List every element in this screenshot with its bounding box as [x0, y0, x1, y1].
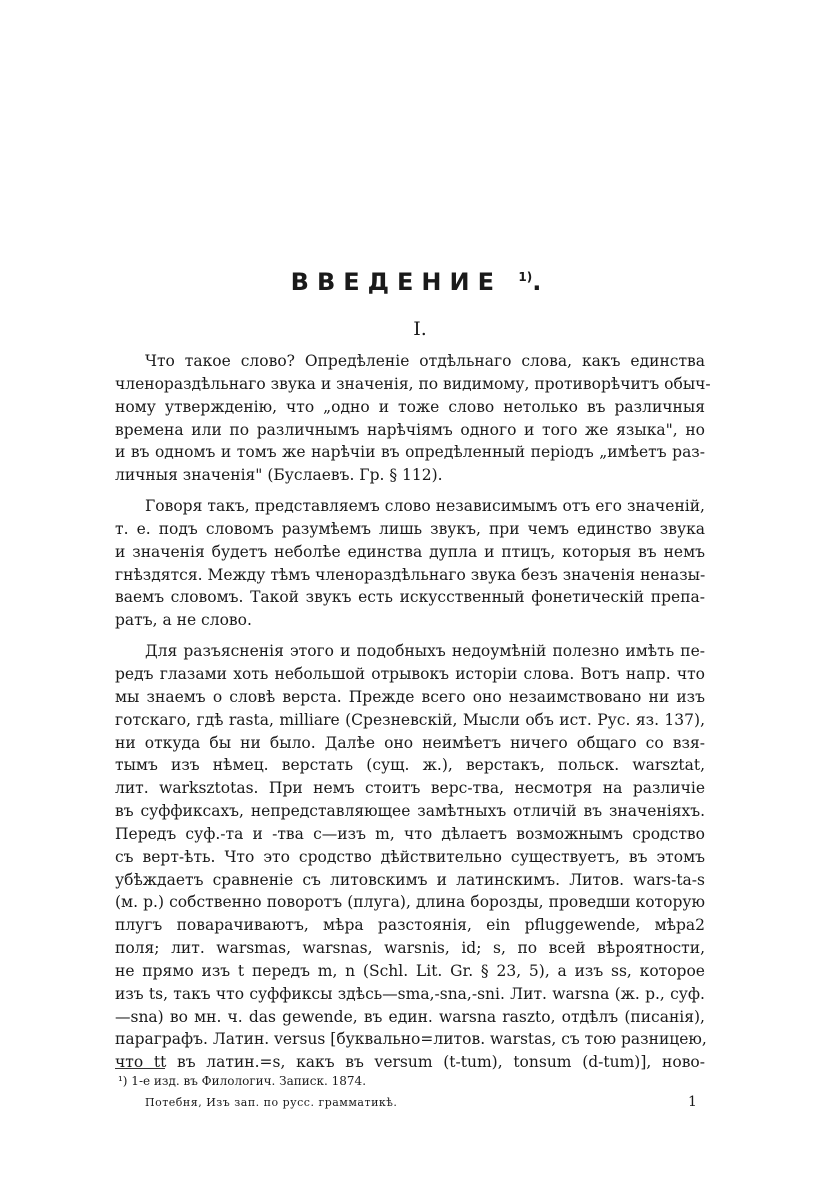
text-line: изъ ts, такъ что суффиксы здѣсь—sma,-sna,-sni. Лит. warsna (ж. р., суф. — [115, 984, 705, 1003]
chapter-title — [0, 268, 840, 296]
running-footer: Потебня, Изъ зап. по русс. грамматикѣ. — [145, 1096, 398, 1109]
text-line: ратъ, а не слово. — [115, 611, 252, 630]
text-line: плугъ поварачиваютъ, мѣра разстоянія, ein pfluggewende, мѣра2 — [115, 916, 705, 935]
text-line: готскаго, гдѣ rasta, milliare (Срезневскій, Мысли объ ист. Рус. яз. 137), — [115, 710, 705, 729]
title-period: . — [532, 268, 550, 296]
text-line: Для разъясненія этого и подобныхъ недоумѣній полезно имѣть пе- — [145, 642, 705, 661]
text-line: и значенія будетъ неболѣе единства дупла и птицъ, которыя въ немъ — [115, 542, 705, 561]
text-line: и въ одномъ и томъ же нарѣчіи въ опредѣленный періодъ „имѣетъ раз- — [115, 443, 705, 462]
text-line: параграфъ. Латин. versus [буквально=литов. warstas, съ тою разницею, — [115, 1030, 707, 1049]
body-text — [115, 350, 711, 1082]
chapter-title-text: ВВЕДЕНИЕ — [290, 268, 502, 296]
text-line: ни откуда бы ни было. Далѣе оно неимѣетъ ничего общаго со взя- — [115, 733, 705, 752]
text-line: личныя значенія" (Буслаевъ. Гр. § 112). — [115, 466, 443, 485]
text-line: —sna) во мн. ч. das gewende, въ един. warsna raszto, отдѣлъ (писанія), — [115, 1007, 705, 1026]
paragraph-2 — [115, 495, 705, 632]
page-number: 1 — [688, 1094, 697, 1110]
text-line: тымъ изъ нѣмец. верстать (сущ. ж.), верстакъ, польск. warsztat, — [115, 756, 705, 775]
text-line: редъ глазами хоть небольшой отрывокъ исторіи слова. Вотъ напр. что — [115, 664, 705, 683]
text-line: въ суффиксахъ, непредставляющее замѣтныхъ отличій въ значеніяхъ. — [115, 802, 705, 821]
text-line: мы знаемъ о словѣ верста. Прежде всего оно незаимствовано ни изъ — [115, 687, 705, 706]
text-line: поля; лит. warsmas, warsnas, warsnis, id; s, по всей вѣроятности, — [115, 939, 705, 958]
paragraph-1 — [115, 350, 711, 487]
text-line: т. е. подъ словомъ разумѣемъ лишь звукъ, при чемъ единство звука — [115, 519, 705, 538]
text-line: что tt въ латин.=s, какъ въ versum (t-tum), tonsum (d-tum)], ново- — [115, 1053, 705, 1072]
text-line: ному утвержденію, что „одно и тоже слово нетолько въ различныя — [115, 397, 705, 416]
text-line: Передъ суф.-та и -тва с—изъ m, что дѣлаетъ возможнымъ сродство — [115, 824, 705, 843]
text-line: членораздѣльнаго звука и значенія, по видимому, противорѣчитъ обыч- — [115, 374, 711, 393]
text-line: (м. р.) собственно поворотъ (плуга), длина борозды, проведши которую — [115, 893, 705, 912]
text-line: не прямо изъ t передъ m, n (Schl. Lit. Gr. § 23, 5), а изъ ss, которое — [115, 961, 705, 980]
paragraph-3 — [115, 640, 705, 1074]
text-line: Что такое слово? Опредѣленіе отдѣльнаго слова, какъ единства — [145, 352, 705, 370]
footnote-divider — [115, 1068, 165, 1069]
text-line: ваемъ словомъ. Такой звукъ есть искусственный фонетическій препа- — [115, 588, 705, 607]
text-line: съ верт-ѣть. Что это сродство дѣйствительно существуетъ, въ этомъ — [115, 847, 705, 866]
text-line: лит. warksztotas. При немъ стоитъ верс-тва, несмотря на различіе — [115, 779, 705, 798]
text-line: времена или по различнымъ нарѣчіямъ одного и того же языка", но — [115, 420, 705, 439]
text-line: гнѣздятся. Между тѣмъ членораздѣльнаго звука безъ значенія неназы- — [115, 565, 706, 584]
footnote-mark[interactable]: 1) — [518, 270, 533, 284]
text-line: убѣждаетъ сравненіе съ литовскимъ и латинскимъ. Литов. wars-ta-s — [115, 870, 705, 889]
section-number: I. — [413, 318, 427, 340]
footnote: ¹) 1-е изд. въ Филологич. Записк. 1874. — [118, 1074, 367, 1088]
text-line: Говоря такъ, представляемъ слово независимымъ отъ его значеній, — [145, 497, 705, 516]
